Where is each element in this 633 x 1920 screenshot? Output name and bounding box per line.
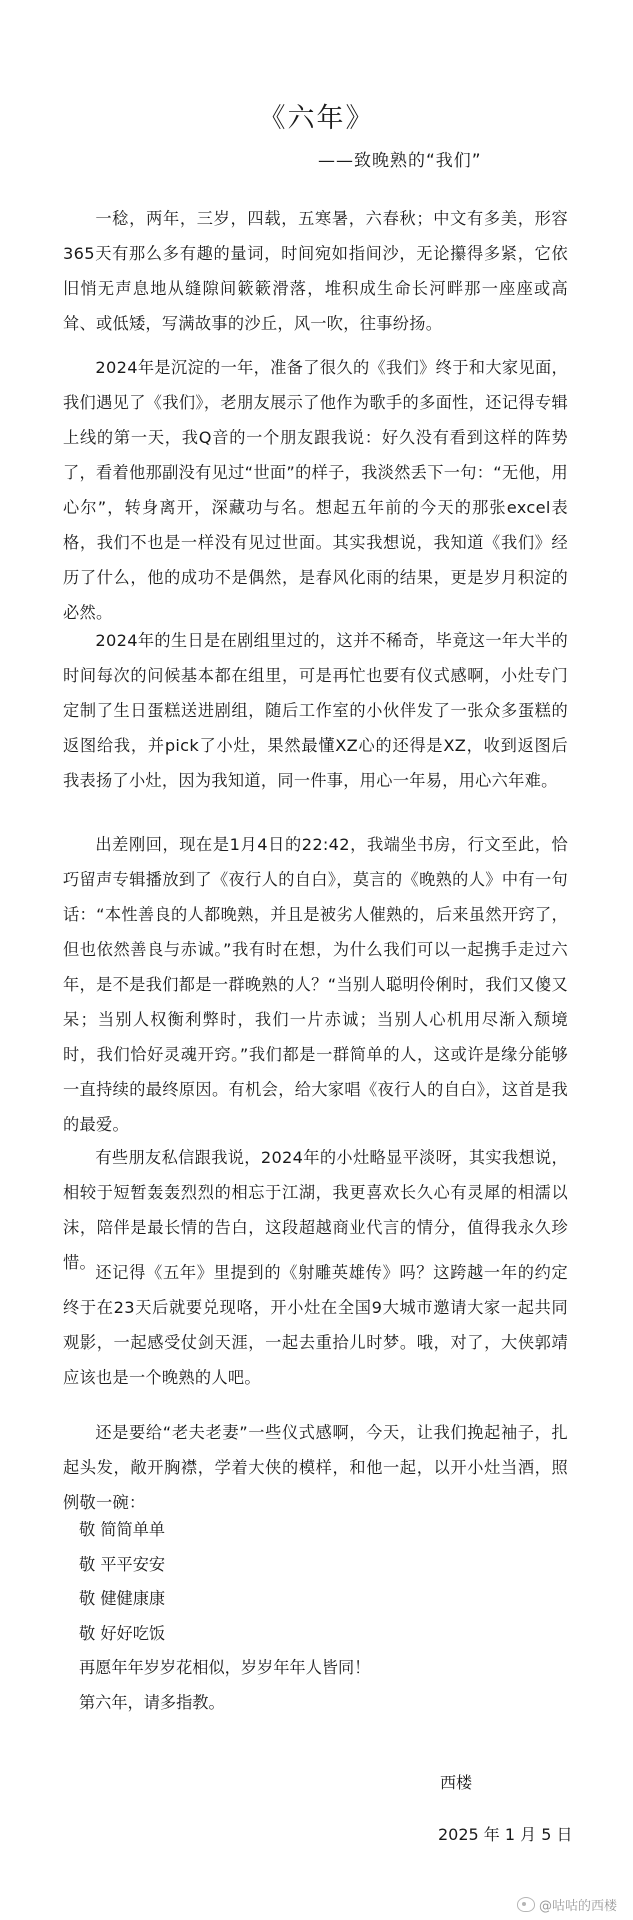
paragraph-2: 2024年是沉淀的一年，准备了很久的《我们》终于和大家见面，我们遇见了《我们》，老朋友展示了他作为歌手的多面性，还记得专辑上线的第一天，我Q音的一个朋友跟我说：好久没有看到这样的阵势了，看着他那副没有见过“世面”的样子，我淡然丢下一句：“无他，用心尔”，转身离开，深藏功与名。想起五年前的今天的那张excel表格，我们不也是一样没有见过世面。其实我想说，我知道《我们》经历了什么，他的成功不是偶然，是春风化雨的结果，更是岁月积淀的必然。 bbox=[63, 358, 568, 622]
list-item: 第六年，请多指教。 bbox=[79, 1692, 225, 1712]
list-item: 敬 好好吃饭 bbox=[79, 1623, 166, 1643]
letter-title: 《六年》 bbox=[258, 103, 375, 134]
paragraph-4: 出差刚回，现在是1月4日的22:42，我端坐书房，行文至此，恰巧留声专辑播放到了《夜行人的自白》，莫言的《晚熟的人》中有一句话：“本性善良的人都晚熟，并且是被劣人催熟的，后来虽然开窍了，但也依然善良与赤诚。”我有时在想，为什么我们可以一起携手走过六年，是不是我们都是一群晚熟的人？“当别人聪明伶俐时，我们又傻又呆；当别人权衡利弊时，我们一片赤诚；当别人心机用尽渐入颓境时，我们恰好灵魂开窍。”我们都是一群简单的人，这或许是缘分能够一直持续的最终原因。有机会，给大家唱《夜行人的自白》，这首是我的最爱。 bbox=[63, 835, 568, 1134]
letter-subtitle: ——致晚熟的“我们” bbox=[318, 151, 482, 171]
list-item: 敬 平平安安 bbox=[79, 1554, 166, 1574]
paragraph-7: 还是要给“老夫老妻”一些仪式感啊，今天，让我们挽起袖子，扎起头发，敞开胸襟，学着大侠的模样，和他一起，以开小灶当酒，照例敬一碗： bbox=[63, 1423, 568, 1512]
paragraph-6: 还记得《五年》里提到的《射雕英雄传》吗？这跨越一年的约定终于在23天后就要兑现咯，开小灶在全国9大城市邀请大家一起共同观影，一起感受仗剑天涯，一起去重拾儿时梦。哦，对了，大侠郭靖应该也是一个晚熟的人吧。 bbox=[63, 1263, 568, 1387]
watermark-text: @咕咕的西楼 bbox=[538, 1899, 617, 1914]
list-item: 敬 健健康康 bbox=[79, 1589, 166, 1608]
toast-list bbox=[63, 1513, 568, 1720]
paragraph-1: 一稔，两年，三岁，四载，五寒暑，六春秋；中文有多美，形容365天有那么多有趣的量词，时间宛如指间沙，无论攥得多紧，它依旧悄无声息地从缝隙间簌簌滑落，堆积成生命长河畔那一座座或高耸、或低矮，写满故事的沙丘，风一吹，往事纷扬。 bbox=[63, 209, 568, 333]
weibo-icon bbox=[517, 1897, 535, 1912]
paragraph-5: 有些朋友私信跟我说，2024年的小灶略显平淡呀，其实我想说，相较于短暂轰轰烈烈的相忘于江湖，我更喜欢长久心有灵犀的相濡以沫，陪伴是最长情的告白，这段超越商业代言的情分，值得我永久珍惜。 bbox=[63, 1148, 568, 1272]
signature: 西楼 bbox=[440, 1773, 473, 1792]
paragraph-3: 2024年的生日是在剧组里过的，这并不稀奇，毕竟这一年大半的时间每次的问候基本都在组里，可是再忙也要有仪式感啊，小灶专门定制了生日蛋糕送进剧组，随后工作室的小伙伴发了一张众多蛋糕的返图给我，并pick了小灶，果然最懂XZ心的还得是XZ，收到返图后我表扬了小灶，因为我知道，同一件事，用心一年易，用心六年难。 bbox=[63, 631, 568, 790]
letter-date: 2025 年 1 月 5 日 bbox=[438, 1825, 573, 1844]
watermark bbox=[517, 1895, 617, 1914]
list-item: 再愿年年岁岁花相似，岁岁年年人皆同！ bbox=[79, 1658, 371, 1677]
list-item: 敬 简简单单 bbox=[79, 1520, 166, 1539]
